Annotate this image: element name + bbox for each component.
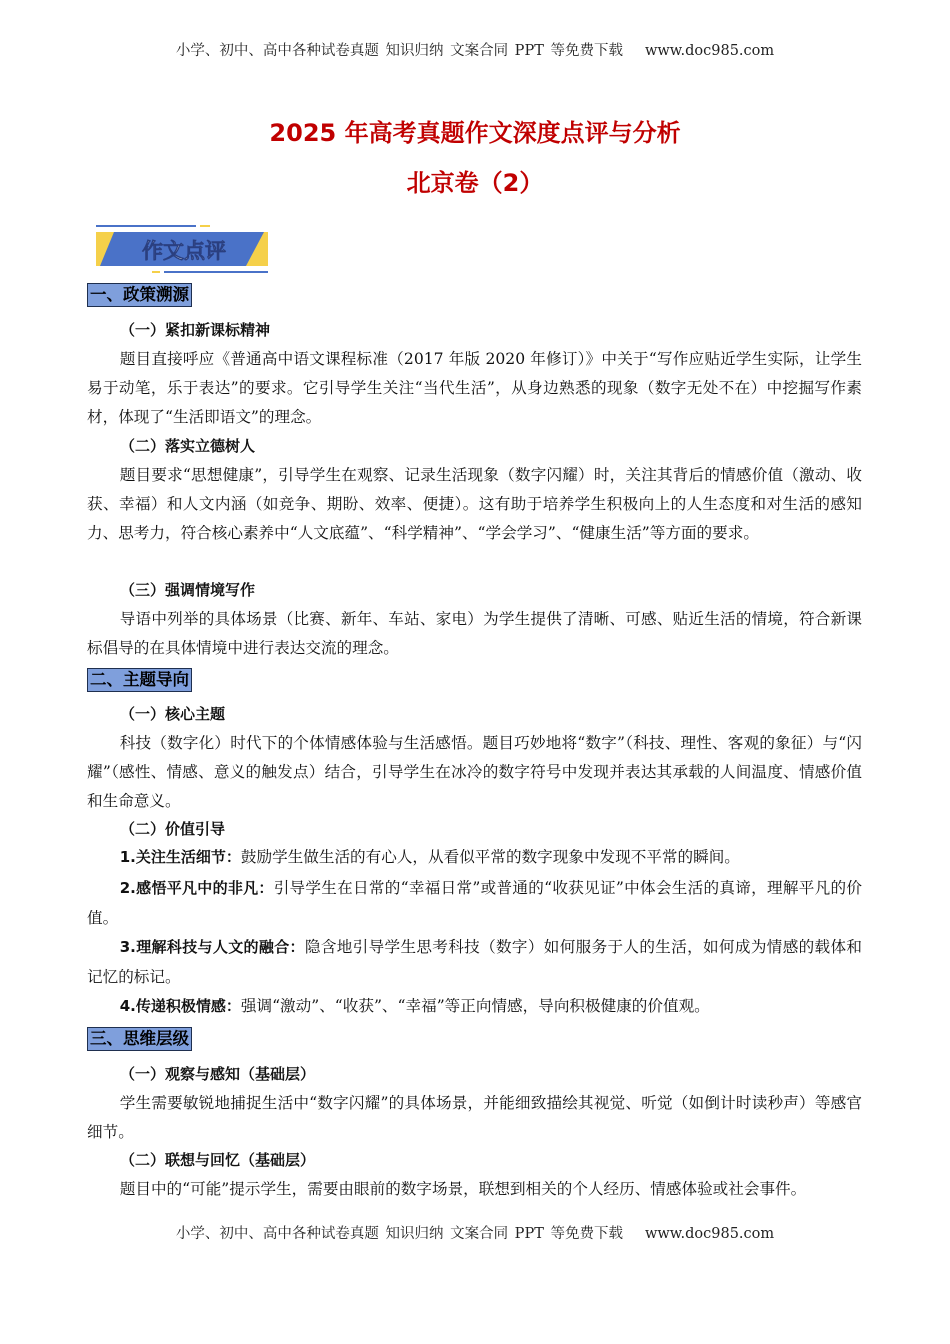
page-footer: [0, 1224, 950, 1244]
section-heading: 二、主题导向: [87, 668, 192, 692]
list-item: [87, 873, 862, 933]
list-item: [87, 992, 862, 1021]
item-label: 4.传递积极情感：: [119, 997, 241, 1015]
paragraph: 学生需要敏锐地捕捉生活中“数字闪耀”的具体场景，并能细致描绘其视觉、听觉（如倒计时读秒声）等感官细节。: [87, 1094, 862, 1141]
sub-heading: （一）紧扣新课标精神: [120, 321, 271, 339]
header-text: 小学、初中、高中各种试卷真题 知识归纳 文案合同 PPT 等免费下载: [175, 43, 623, 59]
section-heading: 三、思维层级: [87, 1027, 192, 1051]
paragraph: 导语中列举的具体场景（比赛、新年、车站、家电）为学生提供了清晰、可感、贴近生活的情境，符合新课标倡导的在具体情境中进行表达交流的理念。: [87, 610, 862, 657]
banner-text: 作文点评: [142, 239, 226, 263]
item-text: 强调“激动”、“收获”、“幸福”等正向情感，导向积极健康的价值观。: [240, 997, 710, 1015]
footer-text: 小学、初中、高中各种试卷真题 知识归纳 文案合同 PPT 等免费下载: [175, 1226, 623, 1242]
banner-graphic: [96, 225, 268, 273]
footer-url[interactable]: www.doc985.com: [644, 1226, 775, 1242]
sub-heading: （一）核心主题: [120, 705, 226, 723]
document-subtitle: 北京卷（2）: [406, 169, 544, 197]
list-item: [87, 932, 862, 992]
paragraph: 题目中的“可能”提示学生，需要由眼前的数字场景，联想到相关的个人经历、情感体验或社会事件。: [119, 1180, 807, 1198]
sub-heading: （二）价值引导: [120, 820, 226, 838]
sub-heading: （二）落实立德树人: [120, 437, 256, 455]
section-heading: 一、政策溯源: [87, 283, 192, 307]
page-header: [0, 41, 950, 61]
sub-heading: （三）强调情境写作: [120, 581, 256, 599]
paragraph: 科技（数字化）时代下的个体情感体验与生活感悟。题目巧妙地将“数字”（科技、理性、客观的象征）与“闪耀”（感性、情感、意义的触发点）结合，引导学生在冰冷的数字符号中发现并表达其承载的人间温度、情感价值和生命意义。: [87, 734, 862, 810]
item-text: 隐含地引导学生思考科技（数字）如何服务于人的生活，如何成为情感的载体和记忆的标记。: [87, 938, 862, 986]
item-text: 引导学生在日常的“幸福日常”或普通的“收获见证”中体会生活的真谛，理解平凡的价值。: [87, 879, 862, 927]
list-item: [87, 843, 862, 872]
item-label: 2.感悟平凡中的非凡：: [119, 879, 274, 897]
sub-heading: （一）观察与感知（基础层）: [120, 1065, 316, 1083]
item-label: 3.理解科技与人文的融合：: [119, 938, 305, 956]
document-title: 2025 年高考真题作文深度点评与分析: [269, 119, 681, 147]
paragraph: 题目直接呼应《普通高中语文课程标准（2017 年版 2020 年修订）》中关于“写作应贴近学生实际，让学生易于动笔，乐于表达”的要求。它引导学生关注“当代生活”，从身边熟悉的现象（数字无处不在）中挖掘写作素材，体现了“生活即语文”的理念。: [87, 350, 862, 426]
item-label: 1.关注生活细节：: [119, 848, 241, 866]
sub-heading: （二）联想与回忆（基础层）: [120, 1151, 316, 1169]
item-text: 鼓励学生做生活的有心人，从看似平常的数字现象中发现不平常的瞬间。: [240, 848, 740, 866]
paragraph: 题目要求“思想健康”，引导学生在观察、记录生活现象（数字闪耀）时，关注其背后的情感价值（激动、收获、幸福）和人文内涵（如竞争、期盼、效率、便捷）。这有助于培养学生积极向上的人生态度和对生活的感知力、思考力，符合核心素养中“人文底蕴”、“科学精神”、“学会学习”、“健康生活”等方面的要求。: [87, 466, 862, 542]
header-url[interactable]: www.doc985.com: [644, 43, 775, 59]
